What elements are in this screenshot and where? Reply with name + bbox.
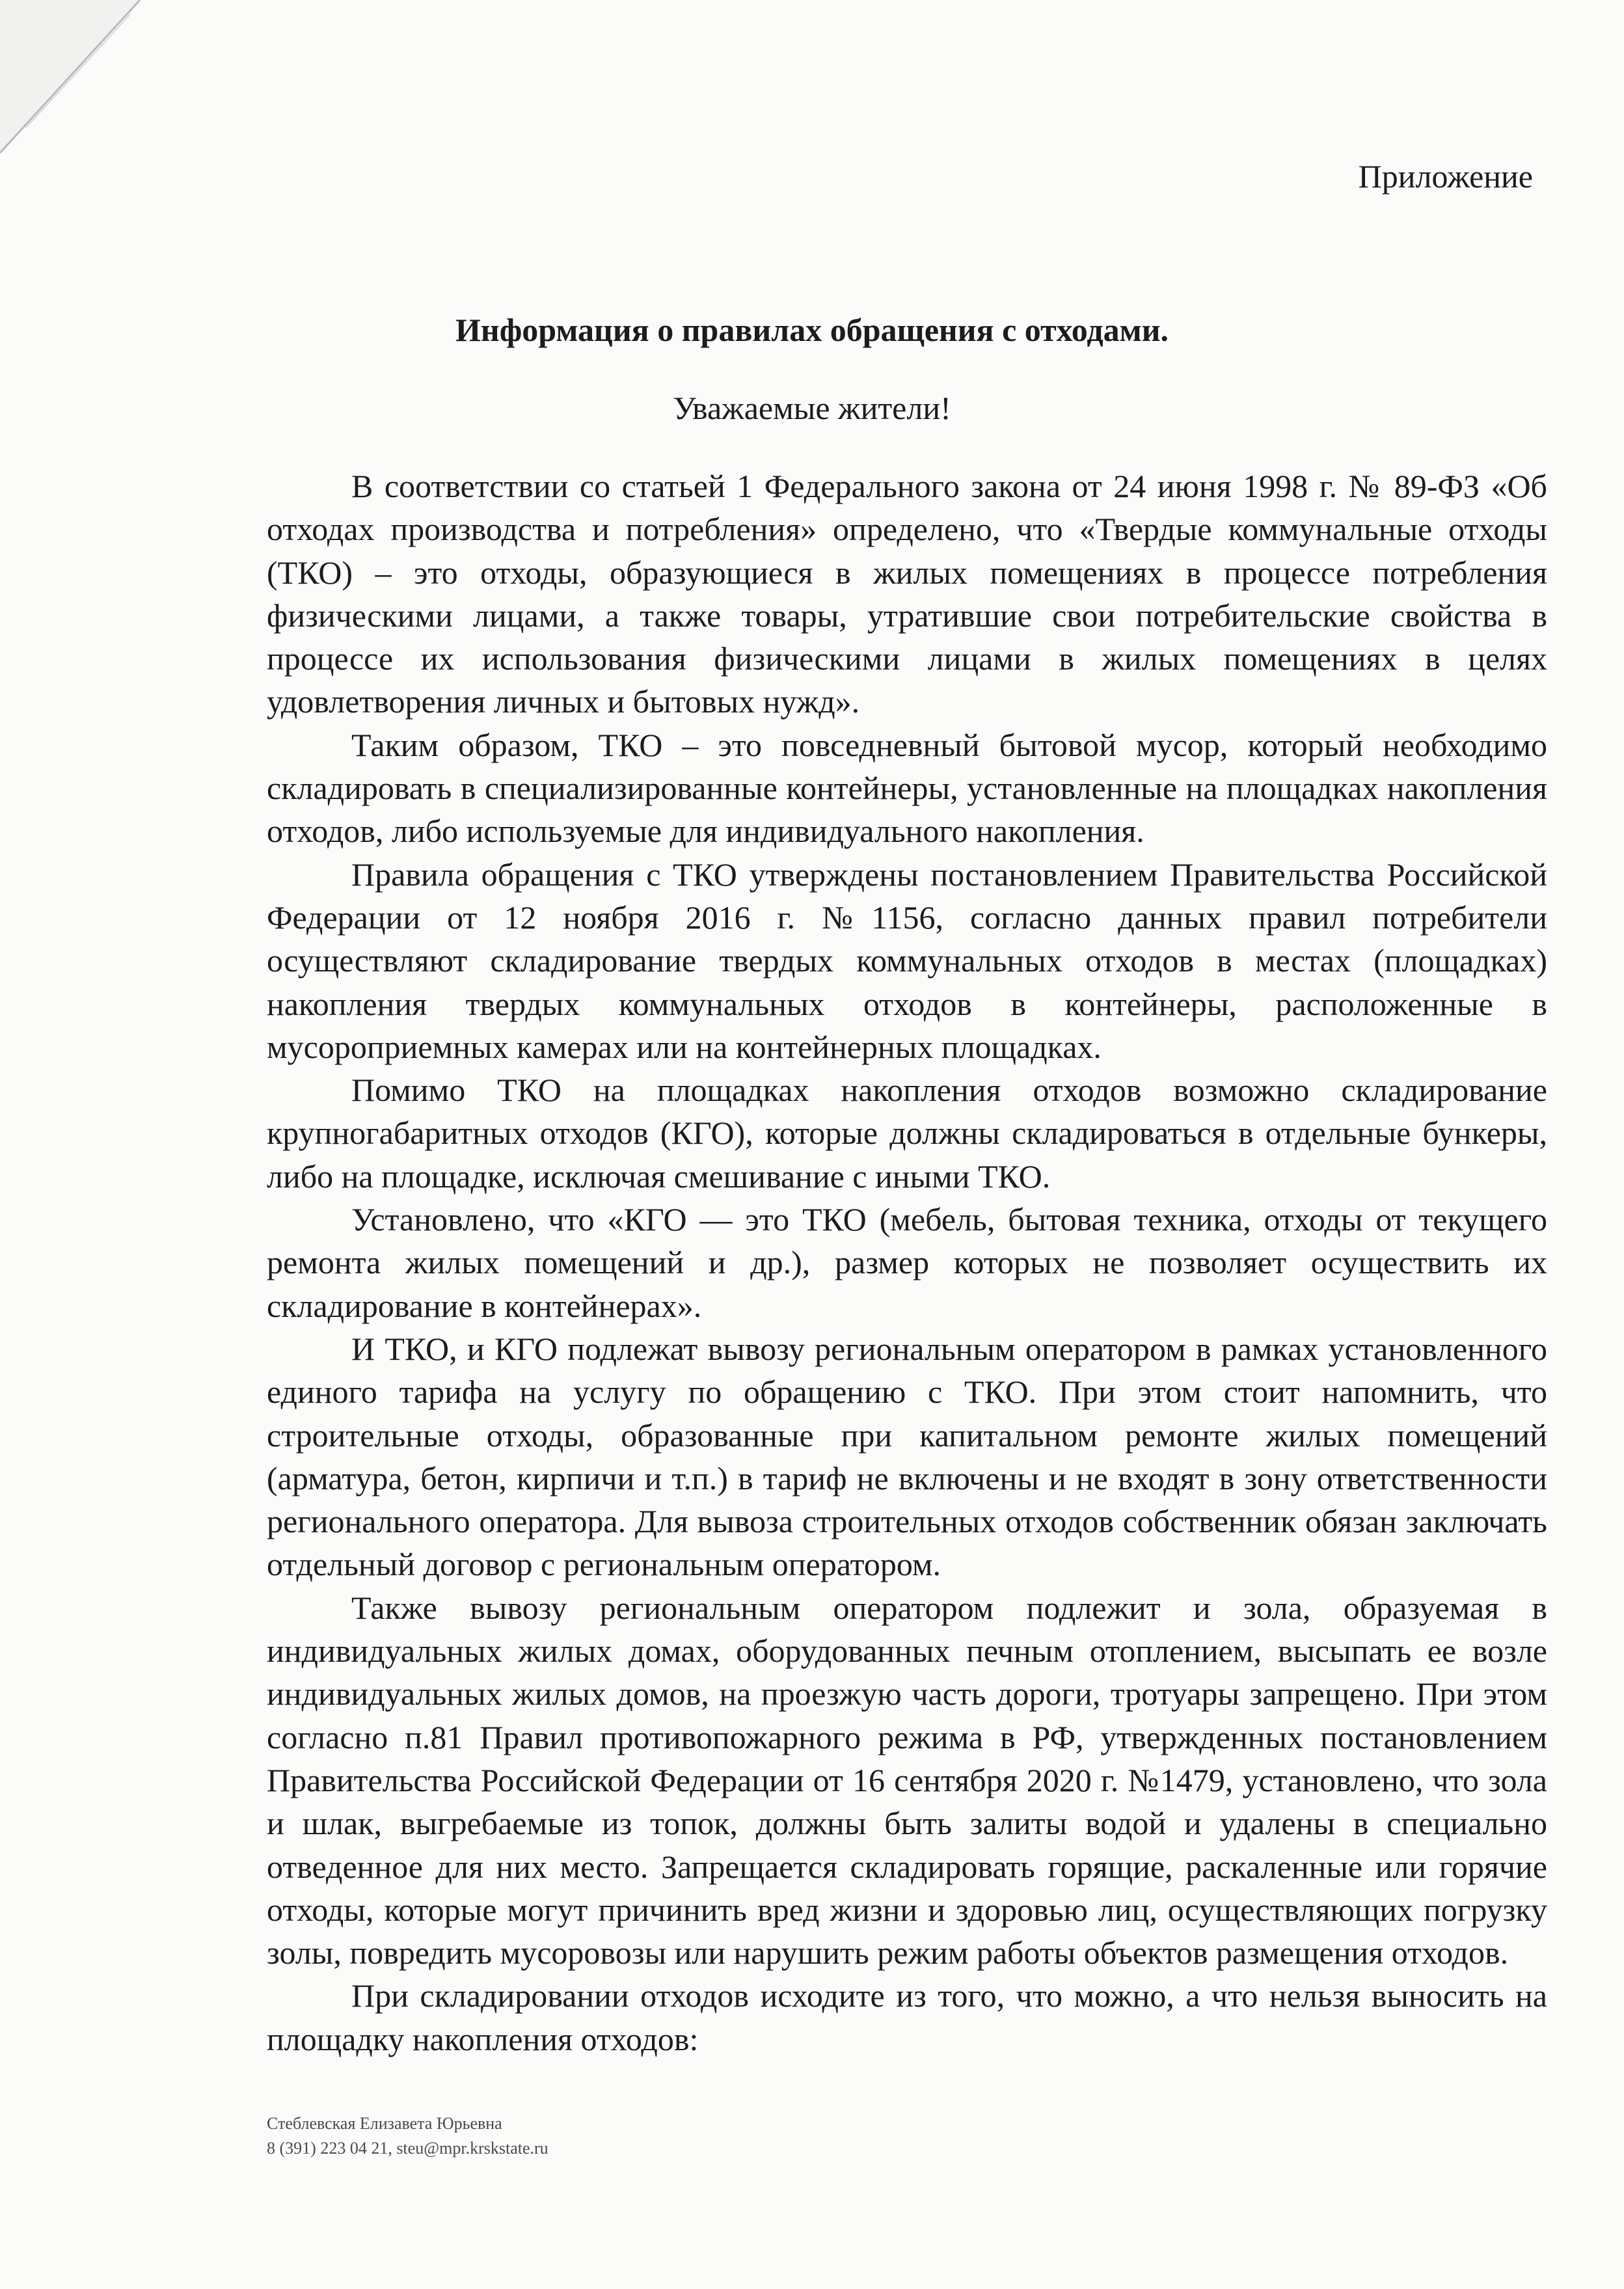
document-title: Информация о правилах обращения с отходами.	[455, 312, 1169, 348]
document-body	[267, 465, 1547, 2061]
document-footer	[267, 2111, 548, 2161]
greeting: Уважаемые жители!	[673, 390, 951, 426]
paragraph-kgo-definition: Установлено, что «КГО — это ТКО (мебель, бытовая техника, отходы от текущего ремонта жилых помещений и др.), размер которых не позволяет осуществить их складирование в контейнерах».	[267, 1201, 1547, 1324]
paragraph-disposal-guidance: При складировании отходов исходите из того, что можно, а что нельзя выносить на площадку накопления отходов:	[267, 1977, 1547, 2057]
paragraph-kgo-storage: Помимо ТКО на площадках накопления отходов возможно складирование крупногабаритных отходов (КГО), которые должны складироваться в отдельные бункеры, либо на площадке, исключая смешивание с иными ТКО.	[267, 1072, 1547, 1195]
scan-fold-mark	[0, 0, 156, 156]
paragraph-removal-tariff: И ТКО, и КГО подлежат вывозу региональным оператором в рамках установленного единого тарифа на услугу по обращению с ТКО. При этом стоит напомнить, что строительные отходы, образованные при капитальном ремонте жилых помещений (арматура, бетон, кирпичи и т.п.) в тариф не включены и не входят в зону ответственности регионального оператора. Для вывоза строительных отходов собственник обязан заключать отдельный договор с региональным оператором.	[267, 1330, 1547, 1583]
footer-author: Стеблевская Елизавета Юрьевна	[267, 2114, 502, 2133]
paragraph-ash-disposal: Также вывозу региональным оператором подлежит и зола, образуемая в индивидуальных жилых домах, оборудованных печным отоплением, высыпать ее возле индивидуальных жилых домов, на проезжую часть дороги, тротуары запрещено. При этом согласно п.81 Правил противопожарного режима в РФ, утвержденных постановлением Правительства Российской Федерации от 16 сентября 2020 г. №1479, установлено, что зола и шлак, выгребаемые из топок, должны быть залиты водой и удалены в специально отведенное для них место. Запрещается складировать горящие, раскаленные или горячие отходы, которые могут причинить вред жизни и здоровью лиц, осуществляющих погрузку золы, повредить мусоровозы или нарушить режим работы объектов размещения отходов.	[267, 1589, 1547, 1971]
paragraph-tko-summary: Таким образом, ТКО – это повседневный бытовой мусор, который необходимо складировать в специализированные контейнеры, установленные на площадках накопления отходов, либо используемые для индивидуального накопления.	[267, 726, 1547, 850]
footer-contact: 8 (391) 223 04 21, steu@mpr.krskstate.ru	[267, 2139, 548, 2158]
appendix-label: Приложение	[1358, 158, 1533, 195]
paragraph-tko-rules: Правила обращения с ТКО утверждены постановлением Правительства Российской Федерации от 12 ноября 2016 г. №1156, согласно данных правил потребители осуществляют складирование твердых коммунальных отходов в местах (площадках) накопления твердых коммунальных отходов в контейнеры, расположенные в мусороприемных камерах или на контейнерных площадках.	[267, 856, 1547, 1065]
paragraph-law-definition: В соответствии со статьей 1 Федерального закона от 24 июня 1998 г. № 89-ФЗ «Об отходах производства и потребления» определено, что «Твердые коммунальные отходы (ТКО) – это отходы, образующиеся в жилых помещениях в процессе потребления физическими лицами, а также товары, утратившие свои потребительские свойства в процессе их использования физическими лицами в жилых помещениях в целях удовлетворения личных и бытовых нужд».	[267, 468, 1547, 720]
